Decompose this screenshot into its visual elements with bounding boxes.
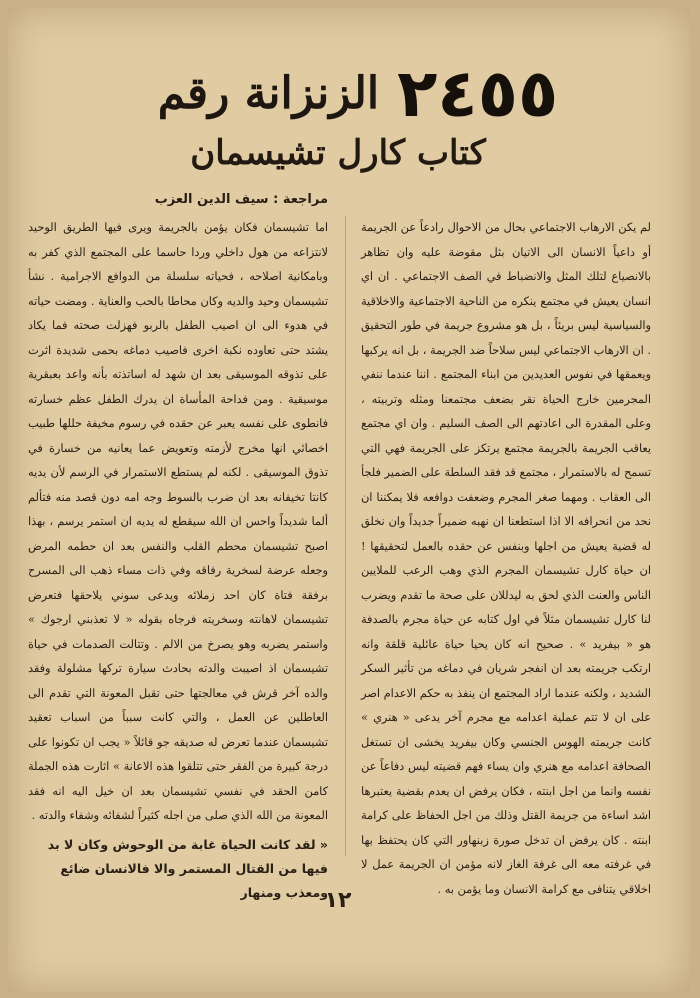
article-title [98, 54, 618, 132]
body-paragraph: لم يكن الارهاب الاجتماعي بحال من الاحوال رادعاً عن الجريمة أو داعياً الانسان الى الاتيان بثل مقوضة عليه وان تظاهر بالانصياع لتلك المثل والانضباط في الصف الاجتماعي . ان اي انسان يعيش في مجتمع ينكره من الناحية الاجتماعية والاخلاقية والسياسية ليس بريئاً ، بل هو مشروع جريمة في طور التحقيق . ان الارهاب الاجتماعي ليس سلاحاً ضد الجريمة ، بل انه يركبها ويعمقها في نفوس العديدين من ابناء المجتمع . اننا عندما ننفي المجرمين خارج الحياة نقر بضعف مجتمعنا ومثله وتربيته ، وعلى المقدرة الى اعادتهم الى الصف السليم . وان اي مجتمع يعاقب الجريمة بالجريمة مجتمع يرتكز على الجريمة فهي التي تسمح له بالاستمرار ، مجتمع قد فقد السلطة على الضمير فلجأ الى العقاب . ومهما صغر المجرم وضعفت دوافعه فلا يمكننا ان نحد من انحرافه الا اذا استطعنا ان نهبه ضميراً جديداً وان نخلق له قضية يعيش من اجلها وبنفس عن حقده بالعمل لتحقيقها ! ان حياة كارل تشيسمان المجرم الذي وهب الرعب للملايين الناس والعنت الذي لحق به ليدللان على صحة ما تقدم ويضرب لنا كارل تشيسمان مثلاً في اول كتابه عن حياة مجرم بالصدفة هو « بيفريد » . صحيح انه كان يحيا حياة عائلية قلقة وانه ارتكب جريمته بعد ان انفجر شريان في دماغه من تأثير السكر الشديد ، ولكنه عندما اراد المجتمع ان ينفذ به حكم الاعدام اصر على ان لا تتم عملية اعدامه مع مجرم آخر يدعى « هنري » كانت جريمته الهوس الجنسي وكان بيفريد يخشى ان تستغل الصحافة اعدامه مع هنري وان يساء فهم قضيته ليس دفاعاً عن نفسه وانما من اجل ابنته ، فكان يرفض ان يعدم بقضية يعتبرها اشد اساءة من جريمة القتل وذلك من اجل الحفاظ على كرامة ابنته . كان يرفض ان تدخل صورة زبنهاور التي كان يحتفظ بها في غرفته معه الى غرفة الغاز لانه مؤمن ان الجريمة عمل لا اخلاقي يتنافى مع كرامة الانسان وما يؤمن به . [361, 221, 651, 896]
pull-quote: « لقد كانت الحياة غابة من الوحوش وكان لا بد فيها من القتال المستمر والا فالانسان ضائع ومعذب ومنهار [47, 837, 328, 900]
reviewer-byline: مراجعة : سيف الدين العزب [154, 192, 328, 207]
title-cell-number: ٢٤٥٥ [397, 54, 559, 132]
title-text: الزنزانة رقم [157, 67, 380, 119]
body-paragraph: اما تشيسمان فكان يؤمن بالجريمة ويرى فيها الطريق الوحيد لانتزاعه من هول داخلي وردا حاسما على المجتمع الذي كفر به وبامكانية اصلاحه ، فحياته سلسلة من الدوافع الاجرامية . نشأ تشيسمان وحيد والديه وكان محاطا بالحب والعناية . ومضت حياته في هدوء الى ان اصيب الطفل بالربو فهزلت صحته فما يكاد يشتد حتى تعاوده نكبة اخرى فاصيب دماغه بحمى شديدة اثرت على تذوقه الموسيقى بعد ان شهد له اساتذته بأنه واعد بعبقرية موسيقية . ومن فداحة المأساة ان يدرك الطفل عظم خسارته فانطوى على نفسه يعبر عن حقده في رسوم مخيفة حللها طبيب اخصائي انها مخرج لأزمته وتعويض عما يعانيه من خسارة في تذوق الموسيقى . لكنه لم يستطع الاستمرار في الرسم لأن يديه كانتا تخيفانه بعد ان ضرب بالسوط وجه امه دون قصد منه فتألم ألما شديداً واحس ان الله سيقطع له يديه ان استمر يرسم ، بهذا اصبح تشيسمان محطم القلب والنفس بعد ان حطمه المرض وجعله عرضة لسخرية رفاقه وفي ذات مساء ذهب الى المسرح برفقة فتاة كان احد زملائه ويدعى سوني يلاحقها فتعرض تشيسمان لاهانته وسخريته فرجاه بقوله « لا تعذبني ارجوك » واستمر يضربه وهو يصرخ من الالم . وتتالت الصدمات في حياة تشيسمان اذ اصيبت والدته بحادث سيارة تركها مشلولة وفقد والده آخر قرش في معالجتها حتى تقبل المعونة التي تقدم الى العاطلين عن العمل ، والتي كانت سبباً من اسباب تعقيد تشيسمان عندما تعرض له صديقه جو قائلاً « يجب ان تكونوا على درجة كبيرة من الفقر حتى تتلقوا هذه الاعانة » اثارت هذه الجملة كامن الحقد في نفسي تشيسمان بعد ان خيل اليه انه فقد المعونة من الله الذي صلى من اجله كثيراً لشفائه وشفاء والدته . [28, 221, 328, 822]
text-column-left [28, 216, 328, 829]
page-number: ١٢ [324, 888, 352, 913]
magazine-page [8, 8, 690, 992]
text-column-right [361, 216, 651, 902]
column-divider [345, 216, 346, 856]
article-subtitle: كتاب كارل تشيسمان [190, 133, 486, 173]
